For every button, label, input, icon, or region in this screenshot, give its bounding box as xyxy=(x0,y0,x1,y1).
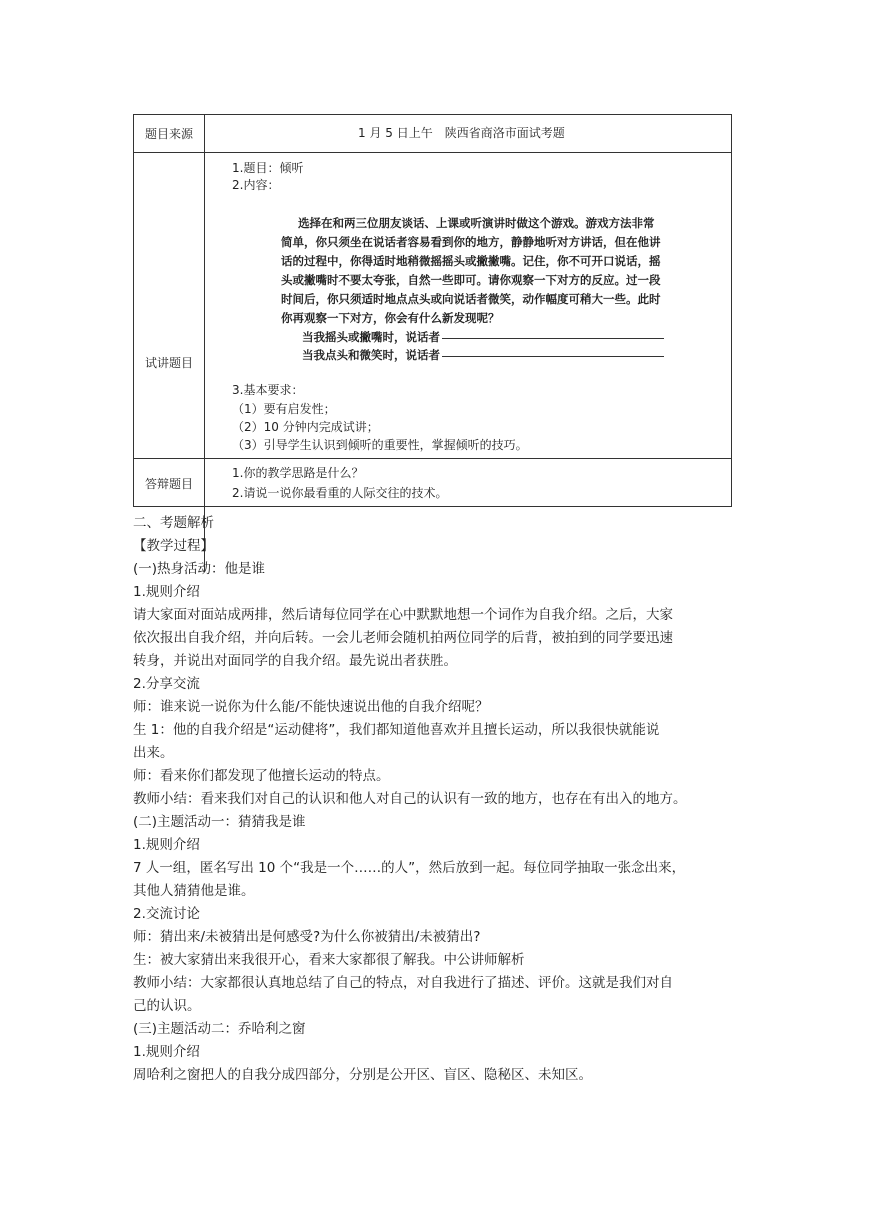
source-cell xyxy=(205,115,731,152)
paragraph-line: 己的认识。 xyxy=(133,998,201,1014)
fill-blank-2-text: 当我点头和微笑时，说话者 xyxy=(302,348,440,362)
paragraph-line: 出来。 xyxy=(133,745,174,761)
paragraph-line: 师：猜出来/未被猜出是何感受?为什么你被猜出/未被猜出? xyxy=(133,929,481,945)
requirements-title: 3.基本要求： xyxy=(232,383,304,397)
exam-info-table xyxy=(133,114,732,507)
paragraph-line: 师：看来你们都发现了他擅长运动的特点。 xyxy=(133,768,390,784)
lecture-title: 1.题目：倾听 xyxy=(232,161,304,175)
paragraph-line: 7 人一组，匿名写出 10 个“我是一个……的人”，然后放到一起。每位同学抽取一张念出来， xyxy=(133,860,686,876)
paragraph-line: 生：被大家猜出来我很开心，看来大家都很了解我。中公讲师解析 xyxy=(133,952,525,968)
passage-line: 时间后，你只须适时地点点头或向说话者微笑，动作幅度可稍大一些。此时 xyxy=(281,292,661,306)
passage-line: 话的过程中，你得适时地稍微摇摇头或撇撇嘴。记住，你不可开口说话，摇 xyxy=(281,254,661,268)
fill-blank-2 xyxy=(302,350,664,362)
paragraph-line: 请大家面对面站成两排，然后请每位同学在心中默默地想一个词作为自我介绍。之后，大家 xyxy=(133,607,673,623)
lecture-cell xyxy=(205,153,731,571)
paragraph-line: 教师小结：看来我们对自己的认识和他人对自己的认识有一致的地方，也存在有出入的地方。 xyxy=(133,791,687,807)
paragraph-line: 其他人猜猜他是谁。 xyxy=(133,883,255,899)
activity-heading: (二)主题活动一：猜猜我是谁 xyxy=(133,814,306,830)
sub-heading: 2.交流讨论 xyxy=(133,906,200,922)
sub-heading: 1.规则介绍 xyxy=(133,584,200,600)
defense-cell xyxy=(205,459,731,507)
sub-heading: 1.规则介绍 xyxy=(133,1044,200,1060)
paragraph-line: 生 1：他的自我介绍是“运动健将”，我们都知道他喜欢并且擅长运动，所以我很快就能说 xyxy=(133,722,660,738)
content-label: 2.内容： xyxy=(232,178,280,192)
section-heading: 【教学过程】 xyxy=(133,538,214,554)
defense-question: 1.你的教学思路是什么？ xyxy=(232,466,364,480)
paragraph-line: 教师小结：大家都很认真地总结了自己的特点，对自我进行了描述、评价。这就是我们对自 xyxy=(133,975,673,991)
paragraph-line: 转身，并说出对面同学的自我介绍。最先说出者获胜。 xyxy=(133,653,457,669)
activity-heading: (一)热身活动：他是谁 xyxy=(133,561,266,577)
paragraph-line: 依次报出自我介绍，并向后转。一会儿老师会随机拍两位同学的后背，被拍到的同学要迅速 xyxy=(133,630,673,646)
lecture-label: 试讲题目 xyxy=(134,153,205,572)
lecture-row xyxy=(134,153,731,571)
sub-heading: 1.规则介绍 xyxy=(133,837,200,853)
defense-question: 2.请说一说你最看重的人际交往的技术。 xyxy=(232,486,448,500)
paragraph-line: 师：谁来说一说你为什么能/不能快速说出他的自我介绍呢？ xyxy=(133,699,489,715)
fill-blank-1-text: 当我摇头或撇嘴时，说话者 xyxy=(302,330,440,344)
blank-line xyxy=(442,356,664,357)
defense-row xyxy=(134,458,731,507)
source-text: 1 月 5 日上午 陕西省商洛市面试考题 xyxy=(358,126,565,140)
source-label: 题目来源 xyxy=(134,115,205,152)
defense-label: 答辩题目 xyxy=(134,459,205,507)
blank-line xyxy=(442,338,664,339)
sub-heading: 2.分享交流 xyxy=(133,676,200,692)
passage-line: 简单，你只须坐在说话者容易看到你的地方，静静地听对方讲话，但在他讲 xyxy=(281,235,661,249)
passage-line: 头或撇嘴时不要太夸张，自然一些即可。请你观察一下对方的反应。过一段 xyxy=(281,273,661,287)
requirement-item: （1）要有启发性； xyxy=(232,402,336,416)
section-heading: 二、考题解析 xyxy=(133,515,214,531)
passage-line: 选择在和两三位朋友谈话、上课或听演讲时做这个游戏。游戏方法非常 xyxy=(298,216,655,230)
source-row xyxy=(134,115,731,153)
requirement-item: （3）引导学生认识到倾听的重要性，掌握倾听的技巧。 xyxy=(232,438,528,452)
requirement-item: （2）10 分钟内完成试讲； xyxy=(232,420,379,434)
activity-heading: (三)主题活动二：乔哈利之窗 xyxy=(133,1021,306,1037)
fill-blank-1 xyxy=(302,332,664,344)
passage-line: 你再观察一下对方，你会有什么新发现呢？ xyxy=(281,311,500,325)
paragraph-line: 周哈利之窗把人的自我分成四部分，分别是公开区、盲区、隐秘区、未知区。 xyxy=(133,1067,592,1083)
